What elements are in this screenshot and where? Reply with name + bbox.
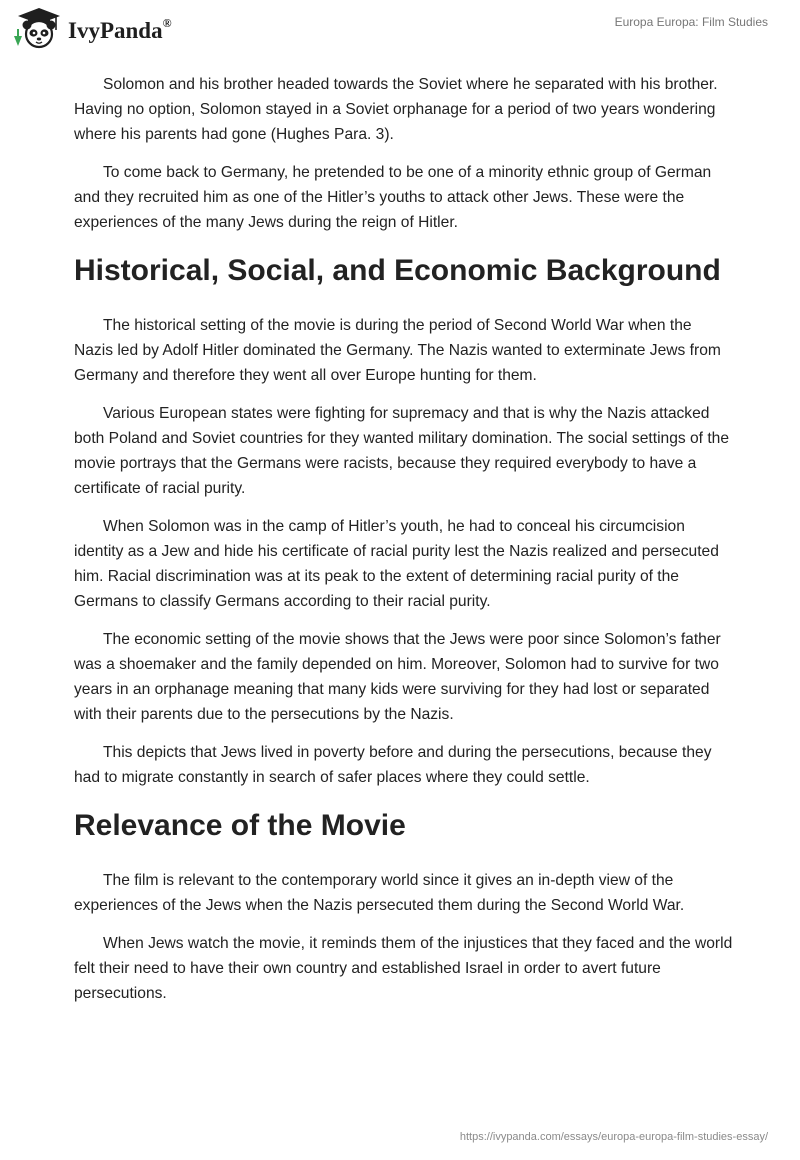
paragraph: When Solomon was in the camp of Hitler’s youth, he had to conceal his circumcision identity as a Jew and hide his certificate of racial purity lest the Nazis realized and persecuted him. Racial discrimination was at its peak to the extent of determining racial purity of the Germans to classify Germans according to their racial purity. — [74, 518, 719, 610]
document-title: Europa Europa: Film Studies — [614, 15, 768, 29]
section-heading-background: Historical, Social, and Economic Background — [74, 254, 721, 287]
paragraph: To come back to Germany, he pretended to be one of a minority ethnic group of German and they recruited him as one of the Hitler’s youths to attack other Jews. These were the experiences of the many Jews during the reign of Hitler. — [74, 164, 712, 231]
paragraph: Solomon and his brother headed towards the Soviet where he separated with his brother. Having no option, Solomon stayed in a Soviet orphanage for a period of two years wondering where his parents had gone (Hughes Para. 3). — [74, 76, 718, 143]
panda-graduate-icon — [14, 6, 64, 52]
source-url[interactable]: https://ivypanda.com/essays/europa-europa-film-studies-essay/ — [459, 1131, 768, 1143]
paragraph: The economic setting of the movie shows that the Jews were poor since Solomon’s father was a shoemaker and the family depended on him. Moreover, Solomon had to survive for two years in an orphanage meaning that many kids were surviving for they had lost or separated with their parents due to the persecutions by the Nazis. — [74, 631, 721, 723]
logo-text: IvyPanda® — [68, 16, 172, 43]
page-header — [0, 0, 800, 60]
section-heading-relevance: Relevance of the Movie — [74, 809, 406, 842]
paragraph: The historical setting of the movie is during the period of Second World War when the Nazis led by Adolf Hitler dominated the Germany. The Nazis wanted to exterminate Jews from Germany and therefore they went all over Europe hunting for them. — [74, 317, 721, 384]
logo[interactable] — [14, 6, 172, 52]
paragraph: Various European states were fighting for supremacy and that is why the Nazis attacked both Poland and Soviet countries for they wanted military domination. The social settings of the movie portrays that the Germans were racists, because they required everybody to have a certificate of racial purity. — [74, 405, 730, 497]
paragraph: The film is relevant to the contemporary world since it gives an in-depth view of the experiences of the Jews when the Nazis persecuted them during the Second World War. — [74, 872, 685, 914]
paragraph: This depicts that Jews lived in poverty before and during the persecutions, because they had to migrate constantly in search of safer places where they could settle. — [74, 744, 712, 786]
paragraph: When Jews watch the movie, it reminds them of the injustices that they faced and the world felt their need to have their own country and established Israel in order to avert future persecutions. — [74, 935, 733, 1002]
essay-content — [74, 72, 734, 1019]
